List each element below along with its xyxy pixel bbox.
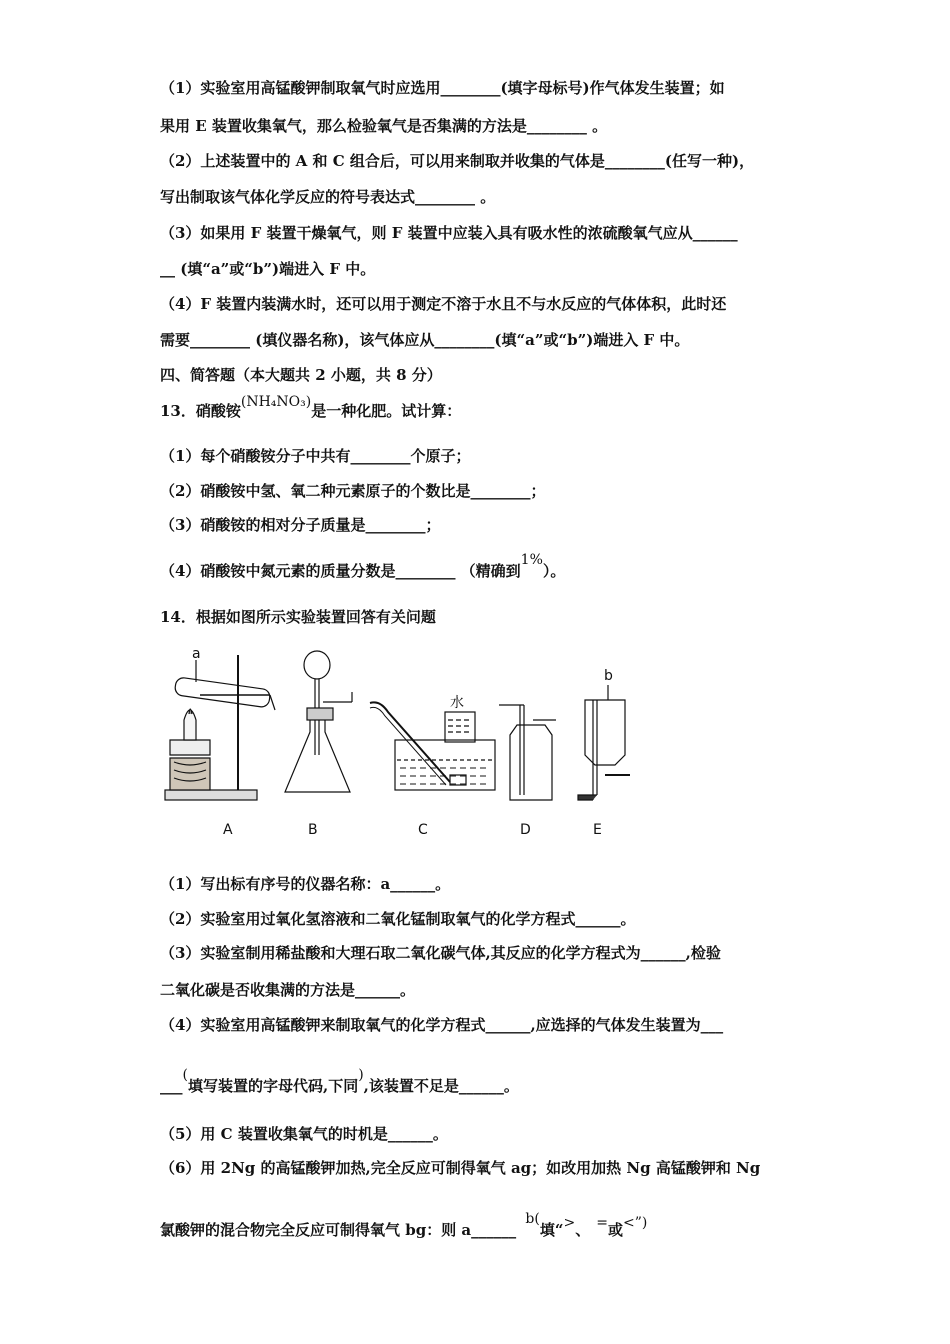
q13-p4-percent: 1% <box>520 552 543 568</box>
caption-b: B <box>308 822 318 838</box>
apparatus-c <box>370 702 495 790</box>
q14-p3-line2: 二氧化碳是否收集满的方法是______。 <box>160 981 416 999</box>
q14-p3-line1: （3）实验室制用稀盐酸和大理石取二氧化碳气体,其反应的化学方程式为______,检验 <box>160 944 721 962</box>
q12-p3-line2: __ (填“a”或“b”)端进入 F 中。 <box>160 260 376 278</box>
apparatus-drawing <box>160 640 630 850</box>
label-water: 水 <box>450 695 464 711</box>
q13-formula: (NH₄NO₃) <box>240 394 312 410</box>
q14-p4-line1: （4）实验室用高锰酸钾来制取氧气的化学方程式______,应选择的气体发生装置为___ <box>160 1016 724 1034</box>
q13-p1: （1）每个硝酸铵分子中共有________个原子； <box>160 447 471 465</box>
q14-p6-b: b( <box>525 1211 540 1227</box>
q13-p2: （2）硝酸铵中氢、氧二种元素原子的个数比是________； <box>160 482 546 500</box>
q14-p6-line2 <box>160 1211 648 1241</box>
q14-stem: 14．根据如图所示实验装置回答有关问题 <box>160 608 436 626</box>
caption-d: D <box>520 822 531 838</box>
label-a: a <box>192 646 201 662</box>
q12-p3-line1: （3）如果用 F 装置干燥氧气，则 F 装置中应装入具有吸水性的浓硫酸氧气应从______ <box>160 224 738 242</box>
q13-stem-post: 是一种化肥。试计算： <box>311 402 462 420</box>
q12-p4-line2: 需要________ (填仪器名称)，该气体应从________(填“a”或“b”)端进入 F 中。 <box>160 331 690 349</box>
q14-p6-pre: 氯酸钾的混合物完全反应可制得氧气 bg：则 a______ <box>160 1221 517 1239</box>
q12-p2-line1: （2）上述装置中的 A 和 C 组合后，可以用来制取并收集的气体是________(任写一种)， <box>160 152 755 170</box>
q14-p5: （5）用 C 装置收集氧气的时机是______。 <box>160 1125 448 1143</box>
q14-p4-paren-left: ( <box>182 1067 188 1083</box>
q14-p4-paren-right: ) <box>358 1067 364 1083</box>
q14-p6-or: 或 <box>607 1221 623 1239</box>
q13-p4-post: ）。 <box>542 562 566 580</box>
q13-stem <box>160 394 462 422</box>
q14-p6-line1: （6）用 2Ng 的高锰酸钾加热,完全反应可制得氧气 ag；如改用加热 Ng 高锰酸钾和 Ng <box>160 1159 761 1177</box>
q13-p4-pre: （4）硝酸铵中氮元素的质量分数是________ （精确到 <box>160 562 521 580</box>
q14-p1: （1）写出标有序号的仪器名称：a______。 <box>160 875 451 893</box>
apparatus-figure <box>160 640 630 850</box>
q12-p1-line2: 果用 E 装置收集氧气，那么检验氧气是否集满的方法是________ 。 <box>160 117 608 135</box>
caption-c: C <box>418 822 428 838</box>
q14-p6-eq: = <box>596 1215 608 1231</box>
q14-p4-hint: 填写装置的字母代码,下同 <box>187 1077 359 1095</box>
apparatus-a <box>165 655 275 800</box>
q14-p2: （2）实验室用过氧化氢溶液和二氧化锰制取氧气的化学方程式______。 <box>160 910 636 928</box>
q12-p2-line2: 写出制取该气体化学反应的符号表达式________ 。 <box>160 188 496 206</box>
q12-p1-line1: （1）实验室用高锰酸钾制取氧气时应选用________(填字母标号)作气体发生装置；如 <box>160 79 725 97</box>
q13-stem-pre: 13．硝酸铵 <box>160 402 241 420</box>
q12-p4-line1: （4）F 装置内装满水时，还可以用于测定不溶于水且不与水反应的气体体积，此时还 <box>160 295 727 313</box>
q13-p4 <box>160 552 566 582</box>
label-b: b <box>604 668 613 684</box>
q14-p4-tail: ,该装置不足是______。 <box>363 1077 519 1095</box>
apparatus-e <box>578 685 630 800</box>
caption-e: E <box>593 822 602 838</box>
q14-p4-blank: ___ <box>160 1077 183 1095</box>
caption-a: A <box>223 822 233 838</box>
q14-p6-sep: 、 <box>575 1221 591 1239</box>
q14-p6-gt: > <box>563 1215 576 1231</box>
q14-p6-lt: < <box>622 1215 635 1231</box>
q14-p4-line2 <box>160 1067 519 1097</box>
q14-p6-end: ”) <box>634 1215 648 1231</box>
section4-title: 四、简答题（本大题共 2 小题，共 8 分） <box>160 366 442 384</box>
q13-p3: （3）硝酸铵的相对分子质量是________； <box>160 516 441 534</box>
apparatus-b <box>285 651 352 792</box>
q14-p6-fill: 填“ <box>539 1221 564 1239</box>
apparatus-d <box>499 705 556 800</box>
